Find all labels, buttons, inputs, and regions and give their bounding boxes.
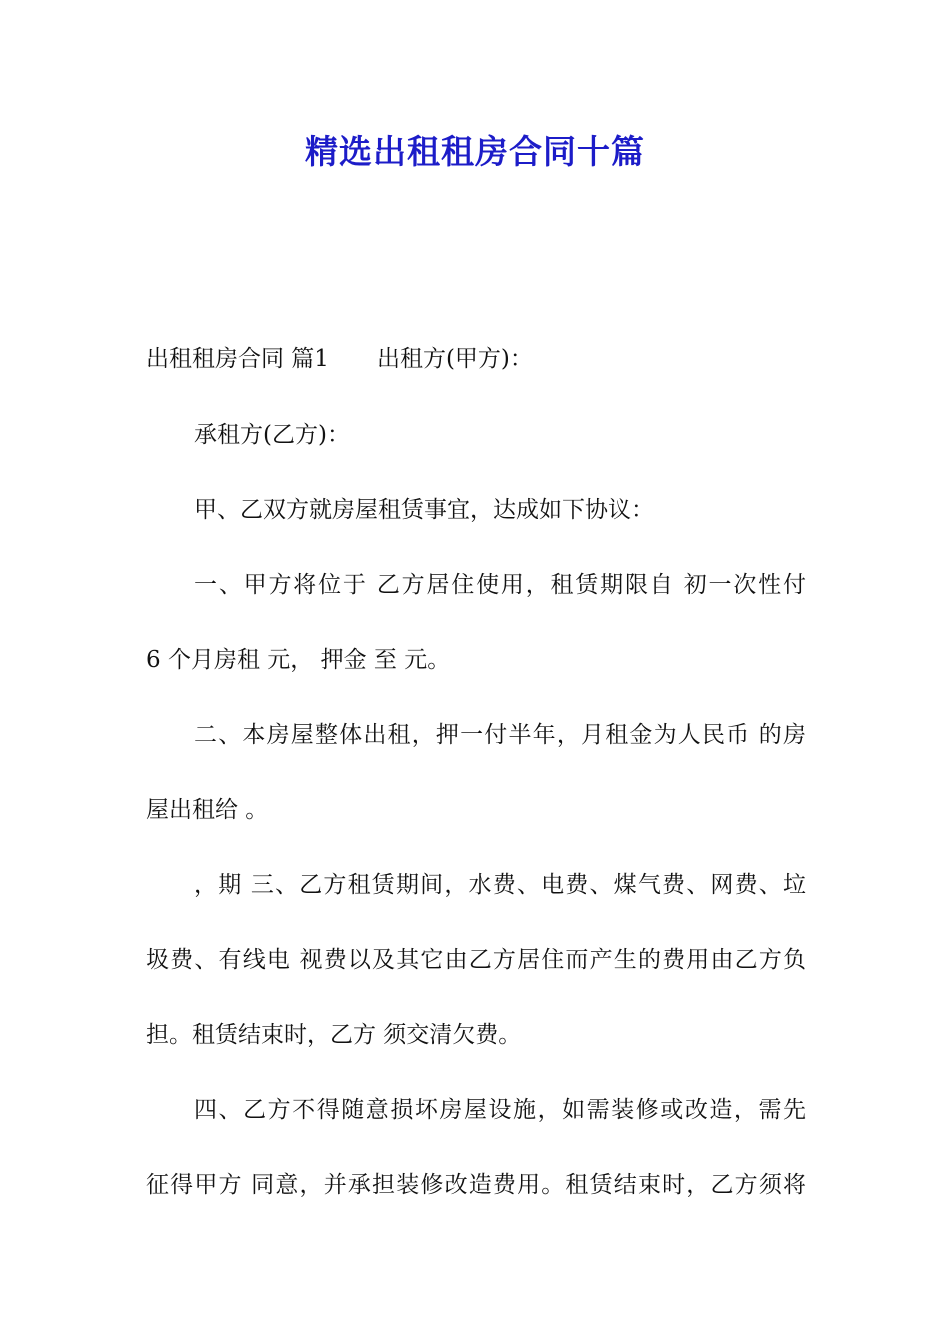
paragraph-clause-3-line-2: 圾费、有线电 视费以及其它由乙方居住而产生的费用由乙方负 xyxy=(146,947,806,973)
contract-number: 出租租房合同 篇1 xyxy=(146,346,329,372)
paragraph-clause-4-line-2: 征得甲方 同意，并承担装修改造费用。租赁结束时，乙方须将 xyxy=(146,1172,806,1198)
paragraph-intro: 甲、乙双方就房屋租赁事宜，达成如下协议： xyxy=(194,497,654,523)
paragraph-clause-3-line-3: 担。租赁结束时，乙方 须交清欠费。 xyxy=(146,1022,522,1048)
paragraph-clause-2-line-2: 屋出租给 。 xyxy=(146,797,269,823)
lessee-label: 承租方(乙方)： xyxy=(194,422,350,448)
paragraph-clause-1-line-2: 6 个月房租 元， 押金 至 元。 xyxy=(146,647,451,673)
lessor-label: 出租方(甲方)： xyxy=(376,346,533,372)
document-title: 精选出租租房合同十篇 xyxy=(305,132,645,171)
paragraph-clause-1-line-1: 一、甲方将位于 乙方居住使用，租赁期限自 初一次性付 xyxy=(194,572,806,598)
paragraph-clause-2-line-1: 二、本房屋整体出租，押一付半年，月租金为人民币 的房 xyxy=(194,722,806,748)
paragraph-clause-3-line-1: ，期 三、乙方租赁期间，水费、电费、煤气费、网费、垃 xyxy=(194,872,806,898)
contract-heading-line xyxy=(146,344,806,374)
paragraph-clause-4-line-1: 四、乙方不得随意损坏房屋设施，如需装修或改造，需先 xyxy=(194,1097,806,1123)
